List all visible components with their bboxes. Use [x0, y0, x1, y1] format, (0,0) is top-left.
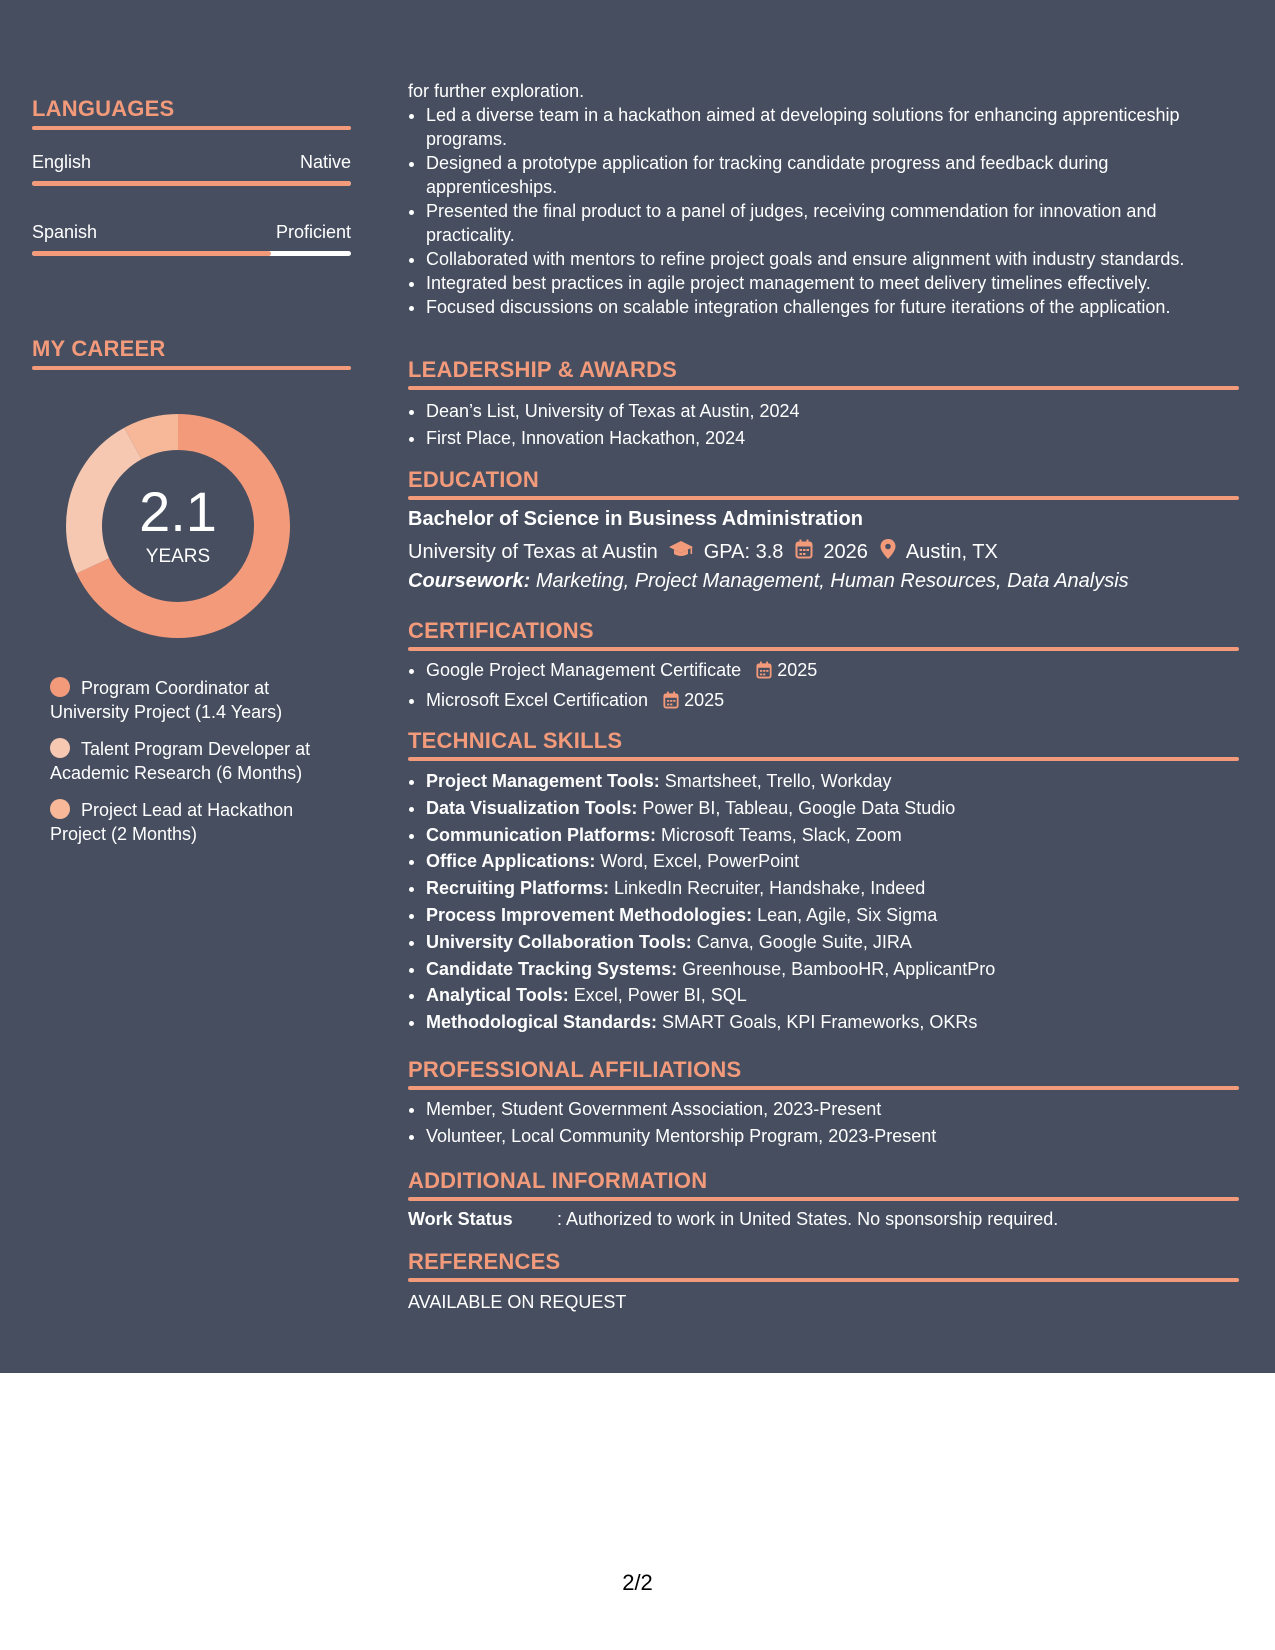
references-title: REFERENCES [408, 1249, 561, 1274]
language-proficiency-fill [32, 251, 271, 256]
list-item: • Led a diverse team in a hackathon aimed at developing solutions for enhancing apprenticeship programs. [426, 103, 1239, 151]
list-item: • Dean’s List, University of Texas at Austin, 2024 [426, 398, 1239, 425]
work-status-value: : Authorized to work in United States. No sponsorship required. [557, 1209, 1059, 1229]
references-rule [408, 1278, 1239, 1282]
skill-value: Word, Excel, PowerPoint [600, 851, 800, 872]
project-bullets [408, 103, 1239, 319]
coursework-value: Marketing, Project Management, Human Resources, Data Analysis [535, 570, 1129, 592]
skill-value: Smartsheet, Trello, Workday [664, 771, 892, 791]
map-pin-icon [880, 539, 896, 565]
skill-label: Project Management Tools: [426, 771, 660, 791]
skill-value: Excel, Power BI, SQL [573, 985, 747, 1006]
graduation-cap-icon [668, 539, 694, 565]
work-status-row [408, 1209, 1058, 1230]
certification-name: Microsoft Excel Certification [426, 690, 649, 710]
project-continuation-text: for further exploration. [408, 81, 585, 101]
language-name: Spanish [32, 222, 98, 242]
languages-rule [32, 126, 351, 130]
skills-rule [408, 757, 1239, 761]
career-donut-chart [66, 414, 290, 638]
list-item [426, 848, 1239, 875]
education-location [880, 539, 998, 565]
certifications-title: CERTIFICATIONS [408, 618, 594, 643]
leadership-title: LEADERSHIP & AWARDS [408, 357, 678, 382]
work-status-label: Work Status [408, 1209, 513, 1229]
skill-label: Process Improvement Methodologies: [426, 904, 753, 925]
leadership-list [408, 398, 1239, 452]
legend-dot [50, 738, 70, 758]
coursework-label: Coursework: [408, 570, 531, 592]
skill-label: Data Visualization Tools: [426, 797, 638, 818]
language-proficiency-fill [32, 181, 351, 186]
legend-label: Project Lead at Hackathon Project (2 Months) [50, 800, 294, 844]
education-coursework [408, 570, 1129, 593]
career-total-unit: YEARS [145, 546, 211, 567]
language-item-english [32, 152, 351, 186]
career-legend-item [50, 798, 350, 846]
legend-dot [50, 677, 70, 697]
career-rule [32, 366, 351, 370]
page-number: 2/2 [622, 1570, 653, 1595]
skill-value: Microsoft Teams, Slack, Zoom [661, 824, 902, 845]
calendar-icon [756, 660, 772, 687]
list-item: • First Place, Innovation Hackathon, 2024 [426, 425, 1239, 452]
skills-title: TECHNICAL SKILLS [408, 728, 623, 753]
language-proficiency-bar [32, 181, 351, 186]
career-legend-item [50, 676, 350, 724]
affiliations-list [408, 1096, 1239, 1150]
skill-value: LinkedIn Recruiter, Handshake, Indeed [614, 878, 926, 899]
certifications-rule [408, 647, 1239, 651]
certification-year: 2025 [684, 690, 725, 710]
education-location-text: Austin, TX [905, 540, 998, 563]
list-item [426, 687, 1239, 717]
skill-value: Greenhouse, BambooHR, ApplicantPro [682, 958, 996, 979]
language-proficiency-bar [32, 251, 351, 256]
list-item: • Member, Student Government Association, 2023-Present [426, 1096, 1239, 1123]
list-item [426, 795, 1239, 822]
affiliations-rule [408, 1086, 1239, 1090]
education-title: EDUCATION [408, 467, 539, 492]
affiliations-title: PROFESSIONAL AFFILIATIONS [408, 1057, 742, 1082]
skill-label: Analytical Tools: [426, 985, 569, 1006]
calendar-icon [795, 539, 813, 565]
list-item [426, 657, 1239, 687]
skill-value: SMART Goals, KPI Frameworks, OKRs [662, 1012, 978, 1033]
skill-label: Communication Platforms: [426, 824, 657, 845]
skill-label: Recruiting Platforms: [426, 878, 610, 899]
list-item: • Presented the final product to a panel of judges, receiving commendation for innovation and practicality. [426, 199, 1239, 247]
language-item-spanish [32, 222, 351, 256]
additional-rule [408, 1197, 1239, 1201]
list-item: • Focused discussions on scalable integration challenges for future iterations of the application. [426, 295, 1239, 319]
skill-value: Power BI, Tableau, Google Data Studio [642, 797, 956, 818]
list-item [426, 902, 1239, 929]
list-item: • Designed a prototype application for tracking candidate progress and feedback during apprenticeships. [426, 151, 1239, 199]
leadership-rule [408, 386, 1239, 390]
list-item: • Collaborated with mentors to refine project goals and ensure alignment with industry standards. [426, 247, 1239, 271]
education-meta [408, 539, 998, 565]
list-item [426, 822, 1239, 849]
skill-label: Candidate Tracking Systems: [426, 958, 678, 979]
skill-value: Lean, Agile, Six Sigma [757, 904, 938, 925]
education-gpa [668, 539, 784, 565]
additional-title: ADDITIONAL INFORMATION [408, 1168, 708, 1193]
skill-label: University Collaboration Tools: [426, 931, 692, 952]
career-total-value: 2.1 [139, 480, 217, 543]
language-name: English [32, 152, 92, 172]
legend-label: Program Coordinator at University Project (1.4 Years) [50, 678, 283, 722]
list-item [426, 982, 1239, 1009]
language-level: Native [299, 152, 351, 172]
list-item: • Volunteer, Local Community Mentorship Program, 2023-Present [426, 1123, 1239, 1150]
certifications-list [408, 657, 1239, 717]
list-item [426, 956, 1239, 983]
education-gpa-text: GPA: 3.8 [703, 540, 784, 563]
education-rule [408, 496, 1239, 500]
career-title: MY CAREER [32, 336, 166, 361]
legend-label: Talent Program Developer at Academic Research (6 Months) [50, 739, 311, 783]
education-year [795, 539, 868, 565]
list-item [426, 875, 1239, 902]
legend-dot [50, 799, 70, 819]
project-section-continuation [408, 79, 1239, 319]
list-item [426, 929, 1239, 956]
certification-year: 2025 [777, 660, 818, 680]
education-year-text: 2026 [823, 540, 868, 563]
career-donut-center [66, 414, 290, 638]
skill-label: Office Applications: [426, 851, 596, 872]
list-item: • Integrated best practices in agile project management to meet delivery timelines effectively. [426, 271, 1239, 295]
education-school: University of Texas at Austin [408, 540, 658, 563]
career-legend-item [50, 737, 350, 785]
career-legend [50, 676, 350, 859]
education-degree: Bachelor of Science in Business Administration [408, 508, 863, 530]
skill-value: Canva, Google Suite, JIRA [696, 931, 912, 952]
list-item [426, 768, 1239, 795]
language-level: Proficient [275, 222, 351, 242]
certification-name: Google Project Management Certificate [426, 660, 742, 680]
skills-list [408, 768, 1239, 1036]
references-text: AVAILABLE ON REQUEST [408, 1292, 627, 1312]
list-item [426, 1009, 1239, 1036]
calendar-icon [663, 690, 679, 717]
languages-title: LANGUAGES [32, 96, 175, 121]
skill-label: Methodological Standards: [426, 1012, 658, 1033]
